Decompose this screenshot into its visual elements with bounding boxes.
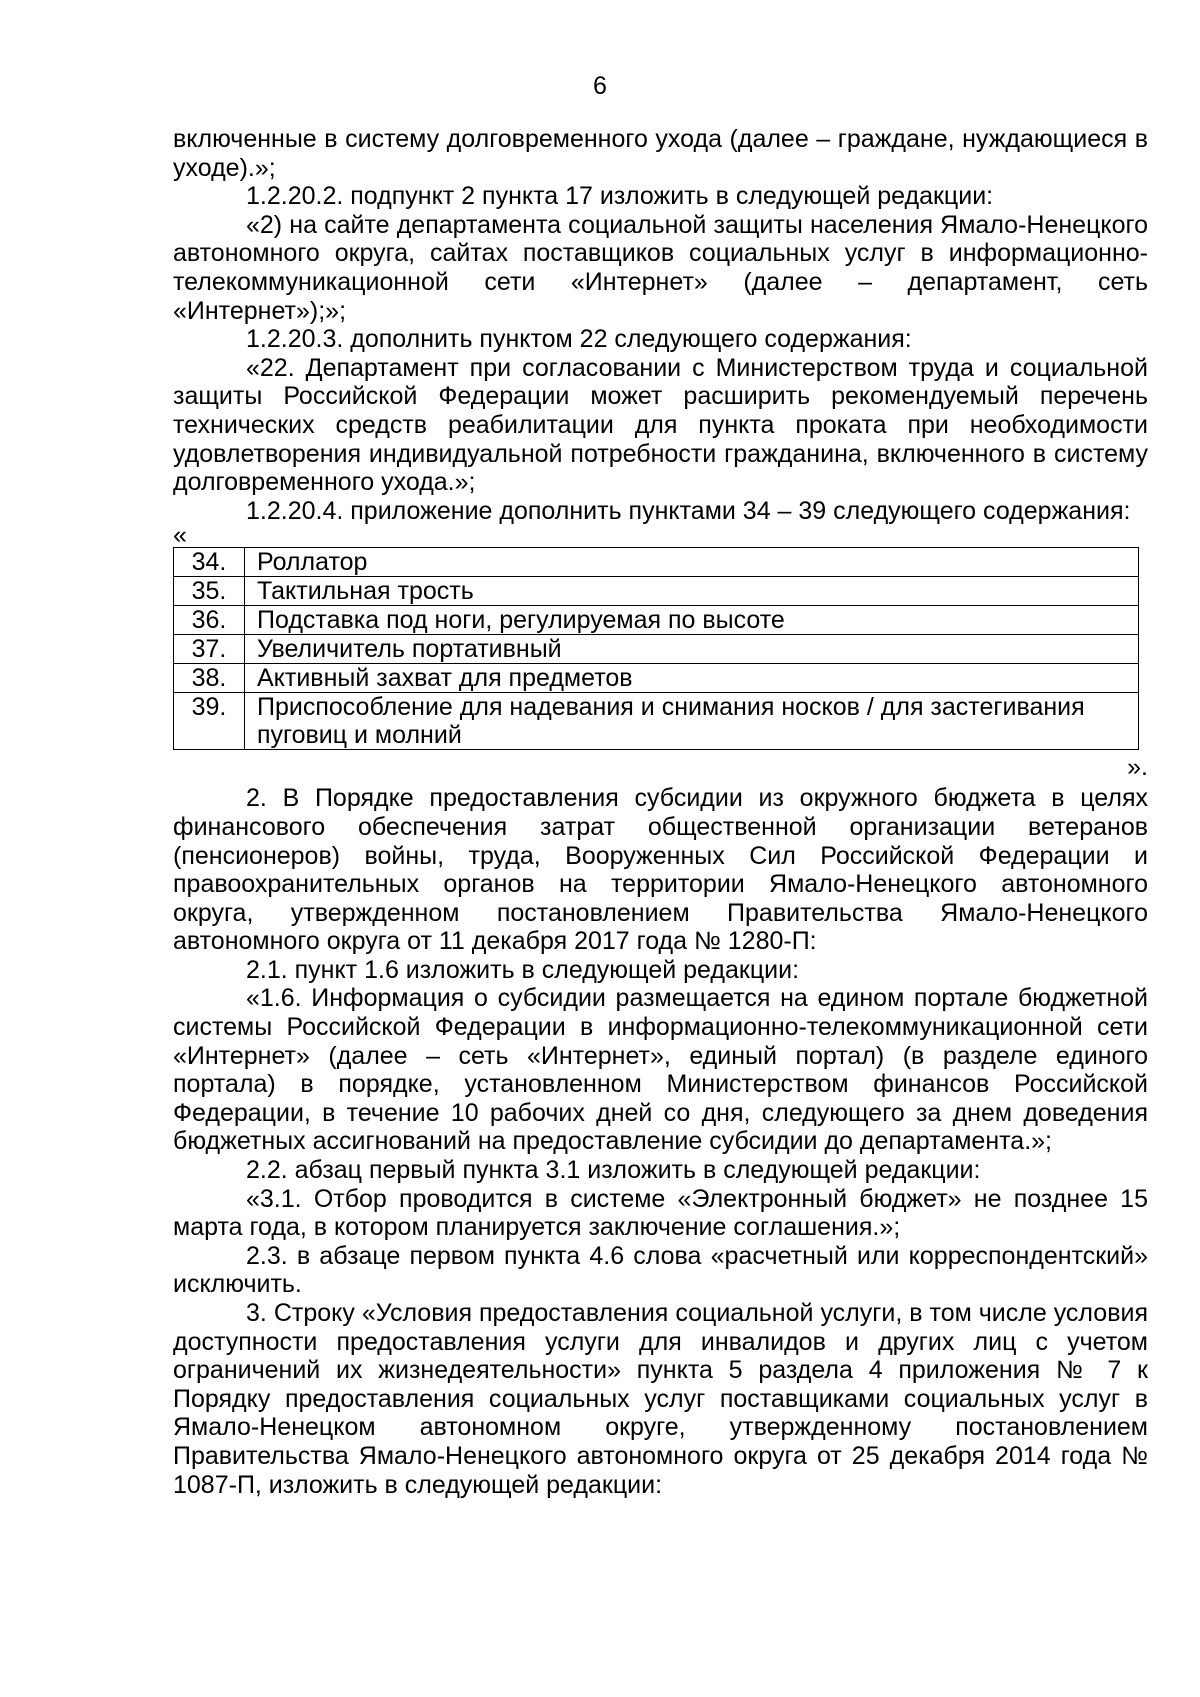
row-number: 39. (174, 693, 245, 750)
table-row (174, 577, 1139, 606)
document-body (173, 125, 1148, 1499)
paragraph-2-2: 2.2. абзац первый пункта 3.1 изложить в следующей редакции: (246, 1156, 981, 1185)
table-row (174, 548, 1139, 577)
paragraph-quote-3-1: «3.1. Отбор проводится в системе «Электронный бюджет» не позднее 15 марта года, в котором планируется заключение соглашения.»; (173, 1184, 1148, 1242)
paragraph-continuation: включенные в систему долговременного ухода (далее – граждане, нуждающиеся в уходе).»; (173, 125, 1148, 182)
table-open-quote: « (173, 521, 187, 550)
paragraph-2: 2. В Порядке предоставления субсидии из окружного бюджета в целях финансового обеспечения затрат общественной организации ветеранов (пенсионеров) войны, труда, Вооруженных Сил Российской Федерации и правоохранительных органов на территории Ямало-Ненецкого автономного округа, утвержденном постановлением Правительства Ямало-Ненецкого автономного округа от 11 декабря 2017 года № 1280-П: (173, 784, 1148, 956)
row-text: Приспособление для надевания и снимания носков / для застегивания пуговиц и молний (245, 693, 1139, 750)
row-number: 36. (174, 606, 245, 635)
paragraph-1-2-20-4: 1.2.20.4. приложение дополнить пунктами 34 – 39 следующего содержания: (246, 496, 1131, 525)
table-row (174, 664, 1139, 693)
paragraph-2-3: 2.3. в абзаце первом пункта 4.6 слова «расчетный или корреспондентский» исключить. (173, 1241, 1148, 1299)
paragraph-1-2-20-2: 1.2.20.2. подпункт 2 пункта 17 изложить в следующей редакции: (246, 182, 994, 211)
table-row (174, 693, 1139, 750)
row-text: Подставка под ноги, регулируемая по высоте (245, 606, 1139, 635)
paragraph-3: 3. Строку «Условия предоставления социальной услуги, в том числе условия доступности предоставления услуги для инвалидов и других лиц с учетом ограничений их жизнедеятельности» пункта 5 раздела 4 приложения № 7 к Порядку предоставления социальных услуг поставщиками социальных услуг в Ямало-Ненецком автономном округе, утвержденному постановлением Правительства Ямало-Ненецкого автономного округа от 25 декабря 2014 года № 1087-П, изложить в следующей редакции: (173, 1299, 1148, 1499)
row-text: Роллатор (245, 548, 1139, 577)
row-number: 38. (174, 664, 245, 693)
page-number: 6 (593, 72, 607, 100)
row-number: 34. (174, 548, 245, 577)
paragraph-1-2-20-3: 1.2.20.3. дополнить пунктом 22 следующего содержания: (246, 325, 912, 354)
row-text: Увеличитель портативный (245, 635, 1139, 664)
paragraph-quote-item-22: «22. Департамент при согласовании с Министерством труда и социальной защиты Российской Федерации может расширить рекомендуемый перечень технических средств реабилитации для пункта проката при необходимости удовлетворения индивидуальной потребности гражданина, включенного в систему долговременного ухода.»; (173, 353, 1148, 497)
table-row (174, 635, 1139, 664)
paragraph-2-1: 2.1. пункт 1.6 изложить в следующей редакции: (246, 955, 800, 984)
row-number: 37. (174, 635, 245, 664)
appendix-items-table (173, 547, 1139, 750)
paragraph-quote-1-6: «1.6. Информация о субсидии размещается на едином портале бюджетной системы Российской Федерации в информационно-телекоммуникационной сети «Интернет» (далее – сеть «Интернет», единый портал) (в разделе единого портала) в порядке, установленном Министерством финансов Российской Федерации, в течение 10 рабочих дней со дня, следующего за днем доведения бюджетных ассигнований на предоставление субсидии до департамента.»; (173, 984, 1148, 1156)
table-row (174, 606, 1139, 635)
row-text: Активный захват для предметов (245, 664, 1139, 693)
paragraph-quote-item-2: «2) на сайте департамента социальной защиты населения Ямало-Ненецкого автономного округа, сайтах поставщиков социальных услуг в информационно-телекоммуникационной сети «Интернет» (далее – департамент, сеть «Интернет»);»; (173, 210, 1148, 325)
row-text: Тактильная трость (245, 577, 1139, 606)
table-close-quote: ». (1127, 753, 1148, 782)
row-number: 35. (174, 577, 245, 606)
